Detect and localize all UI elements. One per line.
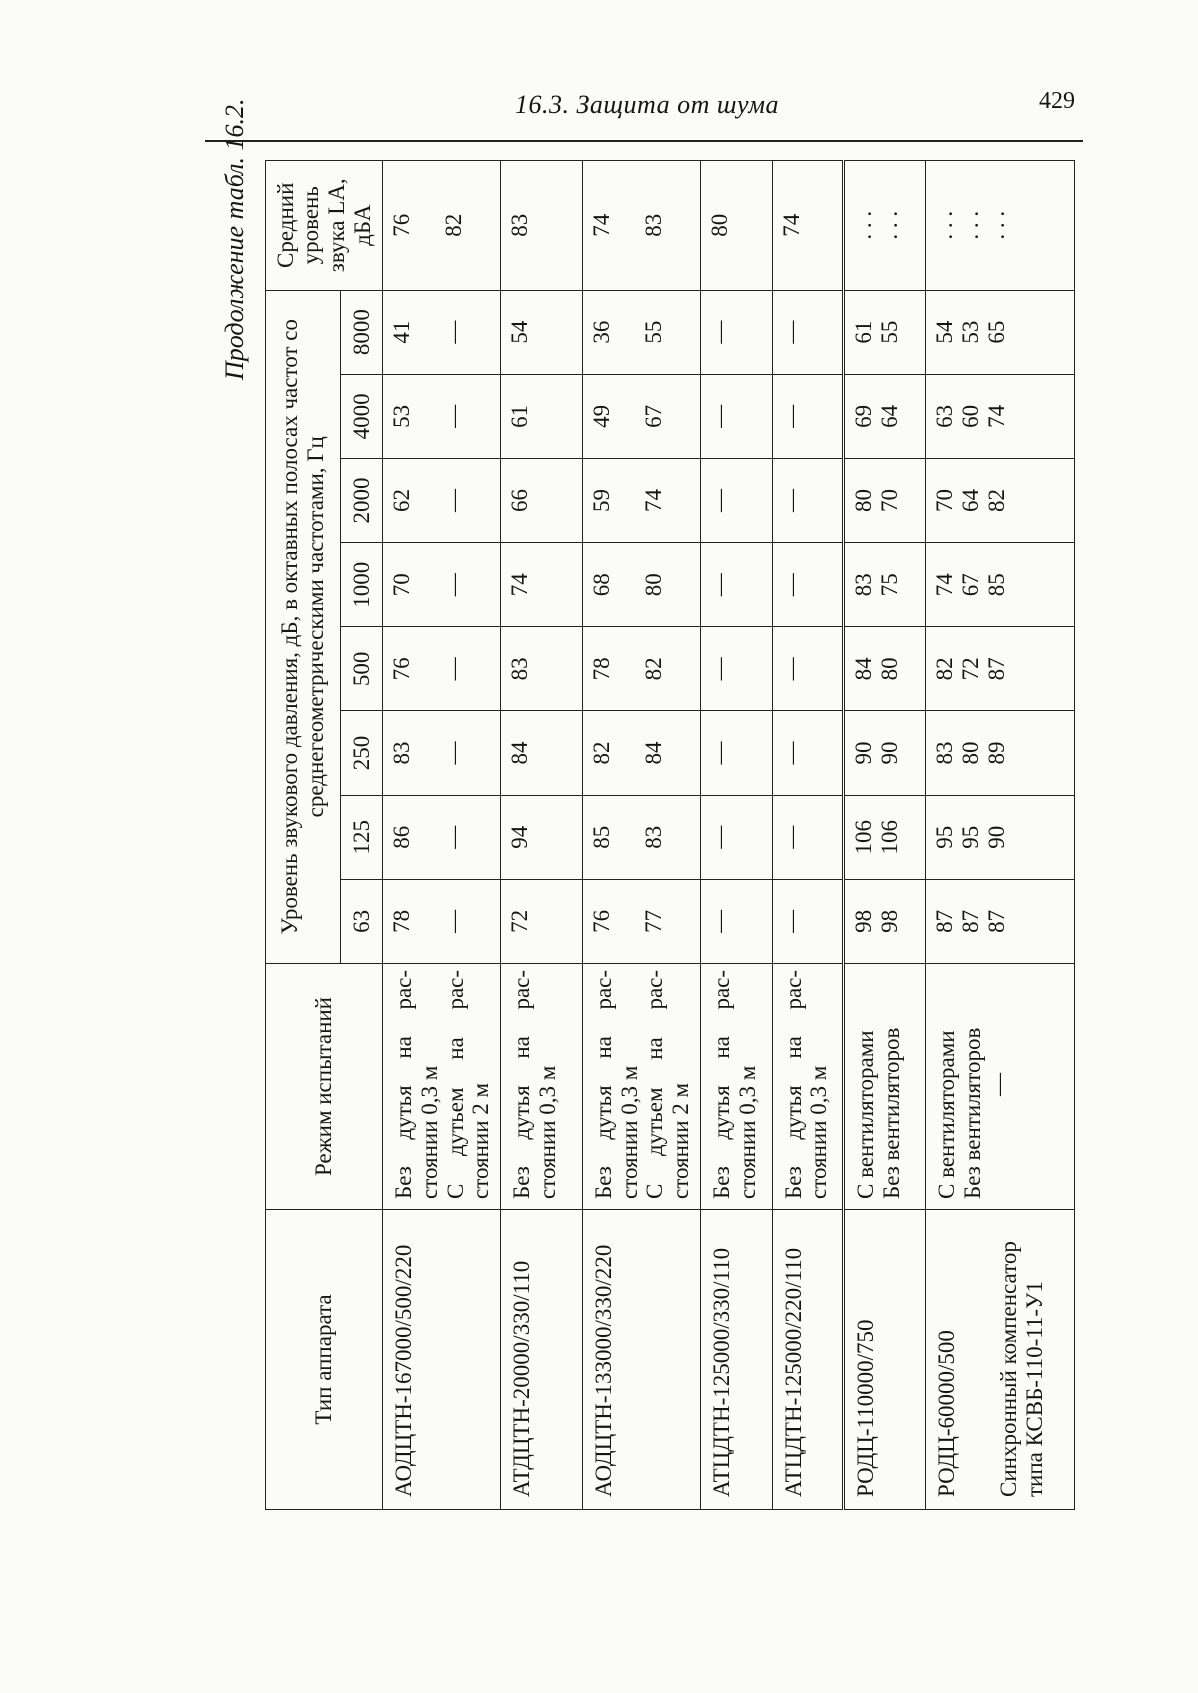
header-levels: Уровень звукового давления, дБ, в октавных полосах частот со среднегеометрическими частотами, Гц <box>266 290 341 963</box>
cell-avg <box>844 161 926 291</box>
level-value: 90 <box>877 741 903 765</box>
level-value: 86 <box>389 825 414 849</box>
level-value: 83 <box>932 741 958 765</box>
cell-level <box>500 879 582 963</box>
level-value: 76 <box>389 657 414 681</box>
cell-level <box>582 543 700 627</box>
avg-value: . . . <box>851 210 877 240</box>
rotated-table-wrapper <box>265 160 1075 1510</box>
level-value: 80 <box>640 573 666 597</box>
cell-level <box>844 458 926 542</box>
cell-mode <box>844 963 926 1209</box>
cell-level <box>772 711 844 795</box>
cell-level <box>926 374 1075 458</box>
level-value: 78 <box>389 909 414 933</box>
level-value: — <box>440 909 466 933</box>
cell-level <box>500 374 582 458</box>
cell-level <box>926 879 1075 963</box>
cell-level <box>500 627 582 711</box>
level-value: 80 <box>958 741 984 765</box>
table-caption: Продолжение табл. 16.2. <box>220 98 249 380</box>
level-value: 80 <box>877 657 903 681</box>
level-value: — <box>778 657 804 681</box>
cell-avg <box>383 161 501 291</box>
level-value: — <box>706 909 732 933</box>
cell-type <box>383 1210 501 1510</box>
avg-value: . . . <box>932 210 958 240</box>
avg-value: 76 <box>389 213 414 237</box>
level-value: — <box>706 320 732 344</box>
level-value: 89 <box>983 741 1009 765</box>
level-value: 59 <box>588 489 614 513</box>
cell-level <box>383 543 501 627</box>
level-value: 69 <box>851 404 877 428</box>
cell-level <box>772 543 844 627</box>
level-value: 70 <box>877 489 903 513</box>
level-value: 72 <box>958 657 984 681</box>
level-value: — <box>440 404 466 428</box>
level-value: 84 <box>506 741 532 765</box>
level-value: — <box>778 573 804 597</box>
mode-label: С дутьем на рас-стоянии 2 м <box>442 969 494 1199</box>
type-label: РОДЦ-110000/750 <box>853 1319 879 1497</box>
cell-mode <box>926 963 1075 1209</box>
level-value: 67 <box>640 404 666 428</box>
level-value: 74 <box>932 573 958 597</box>
level-value: 74 <box>506 573 532 597</box>
table-row <box>500 161 582 1510</box>
level-value: 84 <box>851 657 877 681</box>
cell-level <box>844 795 926 879</box>
cell-level <box>926 627 1075 711</box>
level-value: — <box>778 741 804 765</box>
level-value: 94 <box>506 825 532 849</box>
level-value: — <box>440 489 466 513</box>
level-value: 41 <box>389 320 414 344</box>
header-freq: 4000 <box>341 374 383 458</box>
level-value: — <box>440 741 466 765</box>
level-value: 90 <box>851 741 877 765</box>
level-value: 60 <box>958 404 984 428</box>
header-avg: Средний уровень звука LA, дБА <box>266 161 383 291</box>
cell-level <box>383 879 501 963</box>
level-value: 106 <box>877 819 903 855</box>
level-value: 82 <box>588 741 614 765</box>
level-value: 87 <box>983 657 1009 681</box>
cell-level <box>582 458 700 542</box>
level-value: 66 <box>506 489 532 513</box>
cell-level <box>582 290 700 374</box>
type-label: АТЦДТН-125000/220/110 <box>780 1247 806 1497</box>
cell-level <box>700 879 772 963</box>
cell-level <box>582 879 700 963</box>
level-value: 82 <box>932 657 958 681</box>
page-number: 429 <box>1039 88 1075 114</box>
level-value: 106 <box>851 819 877 855</box>
level-value: 90 <box>983 825 1009 849</box>
level-value: — <box>706 573 732 597</box>
cell-level <box>582 711 700 795</box>
cell-level <box>383 290 501 374</box>
cell-level <box>772 290 844 374</box>
cell-level <box>844 879 926 963</box>
avg-value: 74 <box>588 213 614 237</box>
level-value: — <box>440 657 466 681</box>
cell-level <box>772 374 844 458</box>
cell-level <box>926 711 1075 795</box>
mode-label: Без дутья на рас-стоянии 0,3 м <box>590 969 642 1199</box>
header-mode: Режим испытаний <box>266 963 383 1209</box>
level-value: — <box>706 489 732 513</box>
level-value: 70 <box>389 573 414 597</box>
cell-level <box>582 374 700 458</box>
level-value: 70 <box>932 489 958 513</box>
level-value: 49 <box>588 404 614 428</box>
type-label: АОДЦТН-167000/500/220 <box>391 1244 416 1497</box>
level-value: 83 <box>506 657 532 681</box>
cell-level <box>926 290 1075 374</box>
cell-mode <box>772 963 844 1209</box>
header-freq: 63 <box>341 879 383 963</box>
cell-level <box>700 627 772 711</box>
cell-level <box>383 458 501 542</box>
level-value: — <box>706 404 732 428</box>
level-value: 36 <box>588 320 614 344</box>
mode-label: С вентиляторами <box>934 1030 960 1199</box>
noise-table <box>265 160 1075 1510</box>
table-body <box>383 161 1075 1510</box>
cell-avg <box>582 161 700 291</box>
cell-level <box>500 711 582 795</box>
cell-level <box>700 711 772 795</box>
cell-mode <box>582 963 700 1209</box>
level-value: 54 <box>506 320 532 344</box>
cell-level <box>383 711 501 795</box>
level-value: 83 <box>389 741 414 765</box>
level-value: 64 <box>958 489 984 513</box>
cell-level <box>383 627 501 711</box>
cell-type <box>926 1210 1075 1510</box>
level-value: 87 <box>932 909 958 933</box>
avg-value: 83 <box>640 213 666 237</box>
avg-value: 80 <box>706 213 732 237</box>
level-value: — <box>440 825 466 849</box>
level-value: 61 <box>851 320 877 344</box>
header-freq: 8000 <box>341 290 383 374</box>
level-value: 78 <box>588 657 614 681</box>
level-value: 82 <box>983 489 1009 513</box>
cell-level <box>844 543 926 627</box>
mode-label: Без вентиляторов <box>960 1027 986 1199</box>
cell-level <box>582 627 700 711</box>
type-label: АТДЦТН-20000/330/110 <box>508 1260 534 1497</box>
cell-avg <box>772 161 844 291</box>
cell-level <box>700 795 772 879</box>
level-value: 95 <box>932 825 958 849</box>
level-value: 83 <box>640 825 666 849</box>
level-value: 84 <box>640 741 666 765</box>
level-value: 87 <box>958 909 984 933</box>
avg-value: . . . <box>877 210 903 240</box>
level-value: — <box>778 825 804 849</box>
mode-label: С вентиляторами <box>853 1030 879 1199</box>
mode-label: С дутьем на рас-стоянии 2 м <box>642 969 694 1199</box>
level-value: 53 <box>389 404 414 428</box>
level-value: 83 <box>851 573 877 597</box>
level-value: 72 <box>506 909 532 933</box>
section-title: 16.3. Защита от шума <box>515 90 779 119</box>
cell-level <box>844 290 926 374</box>
mode-label: Без вентиляторов <box>879 1027 905 1199</box>
cell-level <box>700 290 772 374</box>
cell-level <box>844 374 926 458</box>
cell-mode <box>383 963 501 1209</box>
level-value: 62 <box>389 489 414 513</box>
cell-level <box>844 627 926 711</box>
level-value: — <box>778 909 804 933</box>
level-value: 76 <box>588 909 614 933</box>
level-value: — <box>778 320 804 344</box>
level-value: 87 <box>983 909 1009 933</box>
header-freq: 250 <box>341 711 383 795</box>
level-value: 75 <box>877 573 903 597</box>
table-row <box>844 161 926 1510</box>
cell-level <box>926 458 1075 542</box>
cell-level <box>772 627 844 711</box>
table-row <box>700 161 772 1510</box>
cell-type <box>582 1210 700 1510</box>
level-value: — <box>706 741 732 765</box>
type-label: АТЦДТН-125000/330/110 <box>708 1247 734 1497</box>
mode-label: Без дутья на рас-стоянии 0,3 м <box>780 969 832 1199</box>
level-value: 98 <box>877 909 903 933</box>
level-value: 64 <box>877 404 903 428</box>
avg-value: . . . <box>958 210 984 240</box>
cell-level <box>926 543 1075 627</box>
level-value: 85 <box>588 825 614 849</box>
cell-level <box>772 795 844 879</box>
cell-mode <box>700 963 772 1209</box>
level-value: 80 <box>851 489 877 513</box>
level-value: 98 <box>851 909 877 933</box>
level-value: — <box>778 489 804 513</box>
table-row <box>383 161 501 1510</box>
cell-level <box>500 543 582 627</box>
cell-type <box>500 1210 582 1510</box>
level-value: 53 <box>958 320 984 344</box>
header-freq: 1000 <box>341 543 383 627</box>
cell-level <box>700 543 772 627</box>
cell-avg <box>500 161 582 291</box>
mode-label: — <box>985 1072 1011 1096</box>
table-row <box>772 161 844 1510</box>
cell-level <box>926 795 1075 879</box>
type-label-secondary: Синхронный компенсатор типа КСВБ-110-11-У1 <box>996 1241 1047 1497</box>
level-value: 55 <box>877 320 903 344</box>
level-value: 55 <box>640 320 666 344</box>
cell-avg <box>700 161 772 291</box>
mode-label: Без дутья на рас-стоянии 0,3 м <box>508 969 560 1199</box>
cell-type <box>772 1210 844 1510</box>
cell-avg <box>926 161 1075 291</box>
avg-value: 83 <box>506 213 532 237</box>
header-freq: 125 <box>341 795 383 879</box>
cell-level <box>582 795 700 879</box>
cell-level <box>500 795 582 879</box>
level-value: — <box>706 825 732 849</box>
level-value: 68 <box>588 573 614 597</box>
level-value: 74 <box>983 404 1009 428</box>
level-value: — <box>778 404 804 428</box>
level-value: 77 <box>640 909 666 933</box>
page-header <box>205 80 1083 142</box>
cell-mode <box>500 963 582 1209</box>
cell-level <box>383 795 501 879</box>
mode-label: Без дутья на рас-стоянии 0,3 м <box>708 969 760 1199</box>
header-freq: 2000 <box>341 458 383 542</box>
level-value: 61 <box>506 404 532 428</box>
cell-level <box>383 374 501 458</box>
cell-level <box>500 290 582 374</box>
table-row <box>926 161 1075 1510</box>
avg-value: 82 <box>440 213 466 237</box>
table-row <box>582 161 700 1510</box>
mode-label: Без дутья на рас-стоянии 0,3 м <box>391 969 442 1199</box>
level-value: — <box>440 320 466 344</box>
cell-level <box>772 879 844 963</box>
cell-level <box>772 458 844 542</box>
level-value: 67 <box>958 573 984 597</box>
level-value: 85 <box>983 573 1009 597</box>
cell-level <box>700 458 772 542</box>
level-value: 65 <box>983 320 1009 344</box>
cell-type <box>700 1210 772 1510</box>
level-value: 54 <box>932 320 958 344</box>
header-freq: 500 <box>341 627 383 711</box>
header-type: Тип аппарата <box>266 1210 383 1510</box>
avg-value: . . . <box>983 210 1009 240</box>
level-value: 95 <box>958 825 984 849</box>
avg-value: 74 <box>778 213 804 237</box>
cell-level <box>500 458 582 542</box>
level-value: 63 <box>932 404 958 428</box>
cell-level <box>700 374 772 458</box>
level-value: — <box>706 657 732 681</box>
level-value: — <box>440 573 466 597</box>
level-value: 74 <box>640 489 666 513</box>
type-label: РОДЦ-60000/500 <box>934 1330 960 1497</box>
level-value: 82 <box>640 657 666 681</box>
cell-type <box>844 1210 926 1510</box>
type-label: АОДЦТН-133000/330/220 <box>590 1244 616 1497</box>
cell-level <box>844 711 926 795</box>
